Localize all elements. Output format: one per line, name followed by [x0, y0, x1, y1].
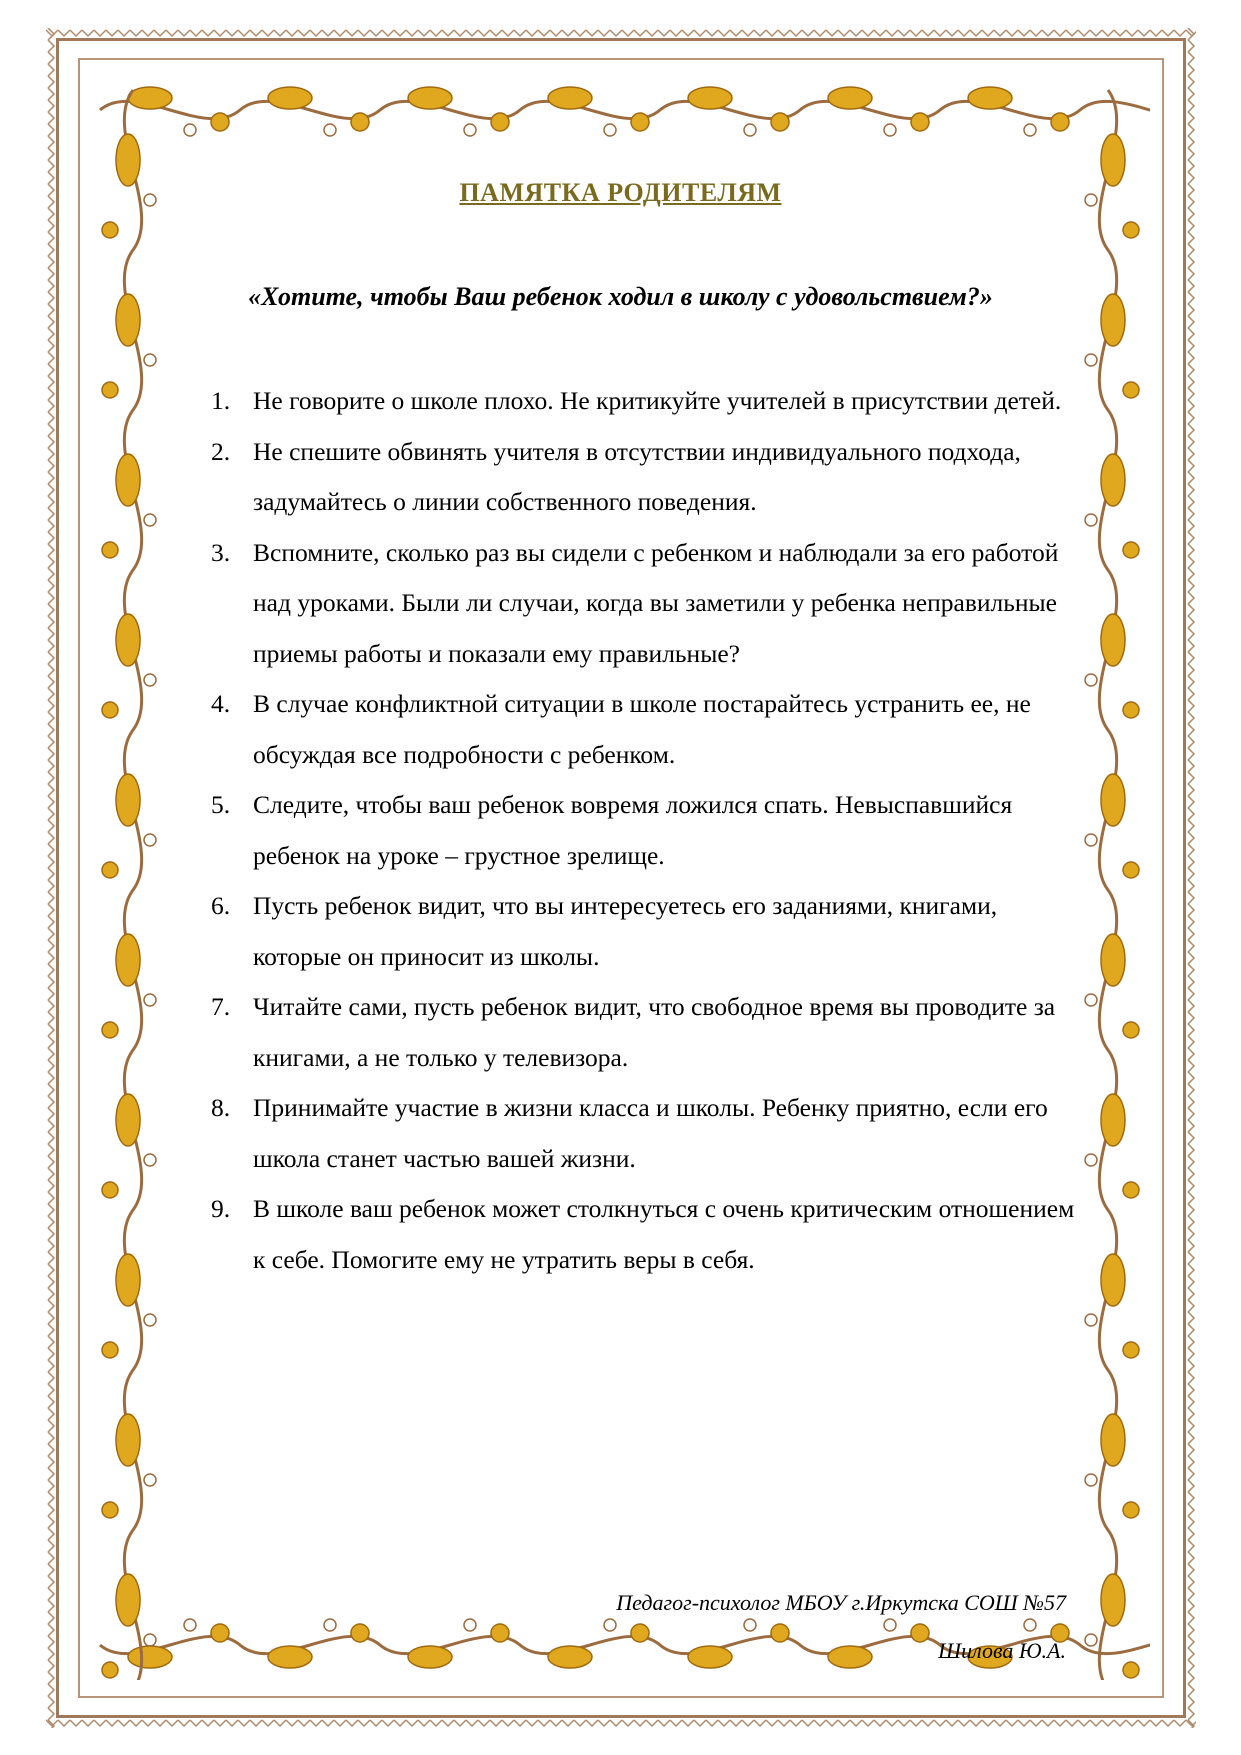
gold-berry-icon [1123, 1182, 1139, 1198]
signature-name: Шилова Ю.А. [938, 1638, 1066, 1663]
curl-icon [1085, 994, 1097, 1006]
list-item-number: 5. [211, 790, 231, 819]
list-item-number: 9. [211, 1194, 231, 1223]
curl-icon [604, 124, 616, 136]
floral-vine-right [1063, 80, 1153, 1680]
gold-berry-icon [1123, 702, 1139, 718]
list-item-number: 6. [211, 891, 231, 920]
gold-bud-icon [1101, 614, 1125, 666]
list-item-number: 1. [211, 386, 231, 415]
gold-berry-icon [351, 1624, 369, 1642]
gold-bud-icon [828, 1646, 872, 1668]
gold-bud-icon [1101, 1414, 1125, 1466]
gold-berry-icon [491, 1624, 509, 1642]
curl-icon [184, 124, 196, 136]
list-item [205, 982, 1075, 1083]
list-item-text: Пусть ребенок видит, что вы интересуетесь его заданиями, книгами, которые он приносит из школы. [253, 891, 998, 971]
curl-icon [144, 1634, 156, 1646]
list-item-text: В случае конфликтной ситуации в школе постарайтесь устранить ее, не обсуждая все подробности с ребенком. [253, 689, 1031, 769]
list-item-text: Читайте сами, пусть ребенок видит, что свободное время вы проводите за книгами, а не только у телевизора. [253, 992, 1056, 1072]
curl-icon [184, 1619, 196, 1631]
gold-bud-icon [116, 1414, 140, 1466]
curl-icon [744, 124, 756, 136]
list-item-text: В школе ваш ребенок может столкнуться с очень критическим отношением к себе. Помогите ему не утратить веры в себя. [253, 1194, 1075, 1274]
gold-bud-icon [1101, 454, 1125, 506]
gold-berry-icon [491, 113, 509, 131]
gold-berry-icon [1123, 1022, 1139, 1038]
gold-bud-icon [1101, 1094, 1125, 1146]
curl-icon [144, 674, 156, 686]
gold-berry-icon [102, 1502, 118, 1518]
gold-berry-icon [102, 1182, 118, 1198]
gold-bud-icon [116, 1574, 140, 1626]
list-item-text: Следите, чтобы ваш ребенок вовремя ложился спать. Невыспавшийся ребенок на уроке – грустное зрелище. [253, 790, 1013, 870]
curl-icon [144, 834, 156, 846]
gold-bud-icon [116, 1094, 140, 1146]
page-title: ПАМЯТКА РОДИТЕЛЯМ [459, 178, 782, 207]
gold-bud-icon [548, 87, 592, 109]
gold-berry-icon [911, 1624, 929, 1642]
gold-berry-icon [102, 1342, 118, 1358]
curl-icon [324, 124, 336, 136]
floral-vine-left [88, 80, 178, 1680]
gold-bud-icon [1101, 774, 1125, 826]
curl-icon [884, 124, 896, 136]
list-item-number: 7. [211, 992, 231, 1021]
gold-bud-icon [828, 87, 872, 109]
gold-berry-icon [771, 1624, 789, 1642]
curl-icon [1085, 514, 1097, 526]
curl-icon [1085, 354, 1097, 366]
gold-bud-icon [408, 87, 452, 109]
gold-berry-icon [631, 113, 649, 131]
list-item [205, 427, 1075, 528]
gold-berry-icon [631, 1624, 649, 1642]
curl-icon [604, 1619, 616, 1631]
gold-bud-icon [268, 1646, 312, 1668]
list-item-text: Вспомните, сколько раз вы сидели с ребенком и наблюдали за его работой над уроками. Были ли случаи, когда вы заметили у ребенка неправильные приемы работы и показали ему правильные? [253, 537, 1059, 668]
curl-icon [1024, 124, 1036, 136]
gold-berry-icon [102, 862, 118, 878]
list-item-number: 8. [211, 1093, 231, 1122]
gold-bud-icon [116, 454, 140, 506]
gold-bud-icon [116, 774, 140, 826]
gold-bud-icon [548, 1646, 592, 1668]
gold-berry-icon [1123, 1662, 1139, 1678]
list-item [205, 881, 1075, 982]
gold-berry-icon [102, 222, 118, 238]
gold-berry-icon [771, 113, 789, 131]
curl-icon [1024, 1619, 1036, 1631]
curl-icon [1085, 834, 1097, 846]
gold-berry-icon [1123, 222, 1139, 238]
curl-icon [144, 354, 156, 366]
list-item [205, 679, 1075, 780]
curl-icon [1085, 1634, 1097, 1646]
list-item-number: 4. [211, 689, 231, 718]
list-item [205, 376, 1075, 427]
curl-icon [464, 124, 476, 136]
curl-icon [144, 514, 156, 526]
gold-bud-icon [1101, 1574, 1125, 1626]
list-item-number: 2. [211, 436, 231, 466]
gold-bud-icon [408, 1646, 452, 1668]
gold-berry-icon [211, 113, 229, 131]
list-item [205, 1184, 1075, 1285]
gold-berry-icon [1123, 1342, 1139, 1358]
gold-berry-icon [102, 1662, 118, 1678]
curl-icon [1085, 674, 1097, 686]
list-item-number: 3. [211, 537, 231, 567]
list-item [205, 780, 1075, 881]
list-item-text: Не спешите обвинять учителя в отсутствии индивидуального подхода, задумайтесь о линии собственного поведения. [253, 436, 1021, 516]
curl-icon [144, 1154, 156, 1166]
curl-icon [1085, 1154, 1097, 1166]
gold-bud-icon [116, 934, 140, 986]
gold-berry-icon [211, 1624, 229, 1642]
gold-berry-icon [102, 542, 118, 558]
list-item [205, 528, 1075, 680]
gold-berry-icon [1123, 862, 1139, 878]
page-subtitle: «Хотите, чтобы Ваш ребенок ходил в школу с удовольствием?» [248, 282, 993, 311]
gold-bud-icon [1101, 1254, 1125, 1306]
gold-berry-icon [102, 382, 118, 398]
list-item-text: Принимайте участие в жизни класса и школы. Ребенку приятно, если его школа станет частью вашей жизни. [253, 1093, 1048, 1173]
gold-bud-icon [1101, 934, 1125, 986]
curl-icon [324, 1619, 336, 1631]
gold-bud-icon [116, 614, 140, 666]
gold-berry-icon [911, 113, 929, 131]
curl-icon [144, 1314, 156, 1326]
gold-berry-icon [1123, 382, 1139, 398]
gold-bud-icon [688, 1646, 732, 1668]
list-item [205, 1083, 1075, 1184]
gold-bud-icon [688, 87, 732, 109]
signature-position: Педагог-психолог МБОУ г.Иркутска СОШ №57 [616, 1590, 1066, 1615]
floral-vine-top [90, 70, 1150, 160]
curl-icon [144, 1474, 156, 1486]
gold-berry-icon [1123, 542, 1139, 558]
curl-icon [144, 994, 156, 1006]
gold-bud-icon [968, 87, 1012, 109]
gold-berry-icon [102, 1022, 118, 1038]
curl-icon [1085, 1474, 1097, 1486]
curl-icon [1085, 1314, 1097, 1326]
advice-list [205, 376, 1075, 1285]
gold-berry-icon [351, 113, 369, 131]
curl-icon [744, 1619, 756, 1631]
gold-bud-icon [268, 87, 312, 109]
gold-berry-icon [1123, 1502, 1139, 1518]
gold-berry-icon [102, 702, 118, 718]
curl-icon [464, 1619, 476, 1631]
list-item-text: Не говорите о школе плохо. Не критикуйте учителей в присутствии детей. [253, 386, 1062, 415]
curl-icon [884, 1619, 896, 1631]
gold-bud-icon [116, 1254, 140, 1306]
